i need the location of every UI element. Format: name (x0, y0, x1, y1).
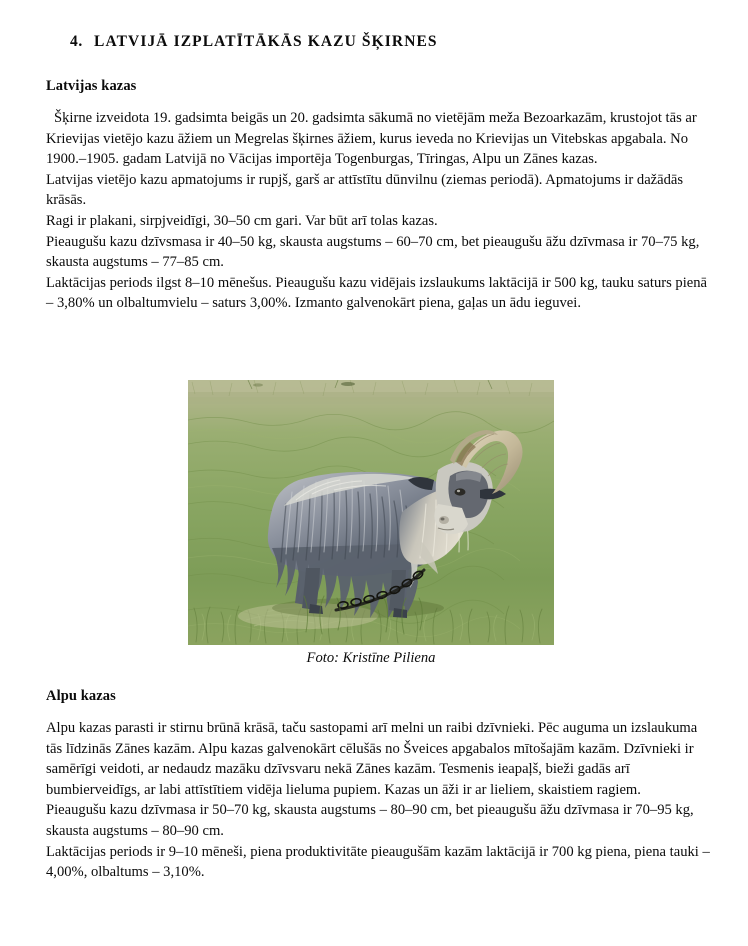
goat-photo-illustration (188, 380, 554, 645)
paragraph: Pieaugušu kazu dzīvsmasa ir 40–50 kg, skausta augstums – 60–70 cm, bet pieaugušu āžu dzīvmasa ir 70–75 kg, skausta augstums – 77–85 cm. (46, 233, 700, 271)
breed-body-latvijas-kazas (46, 108, 714, 314)
figure-caption: Foto: Kristīne Piliena (306, 650, 436, 666)
paragraph: Latvijas vietējo kazu apmatojums ir rupjš, garš ar attīstītu dūnvilnu (ziemas periodā). Apmatojums ir dažādās krāsās. (46, 171, 684, 209)
figure-goat (188, 380, 554, 645)
breed-heading-latvijas-kazas: Latvijas kazas (46, 78, 137, 94)
goat-photo (188, 380, 554, 645)
paragraph: Ragi ir plakani, sirpjveidīgi, 30–50 cm gari. Var būt arī tolas kazas. (46, 212, 438, 229)
breed-body-alpu-kazas (46, 718, 714, 883)
paragraph: Laktācijas periods ir 9–10 mēneši, piena produktivitāte pieaugušām kazām laktācijā ir 700 kg piena, piena tauki – 4,00%, olbaltums – 3,10%. (46, 843, 710, 881)
paragraph: Laktācijas periods ilgst 8–10 mēnešus. Pieaugušu kazu vidējais izslaukums laktācijā ir 500 kg, tauku saturs pienā – 3,80% un olbaltumvielu – saturs 3,00%. Izmanto galvenokārt piena, gaļas un ādu ieguvei. (46, 274, 708, 312)
paragraph: Alpu kazas parasti ir stirnu brūnā krāsā, taču sastopami arī melni un raibi dzīvnieki. Pēc auguma un izslaukuma tās līdzinās Zānes kazām. Alpu kazas galvenokārt cēlušās no Šveices apgabalos mītošajām kazām. Dzīvnieki ir samērīgi veidoti, ar nedaudz mazāku dzīvsvaru nekā Zānes kazām. Tesmenis ieapaļš, bieži gadās arī bumbierveidīgs, ar labi attīstītiem vidēja lieluma pupiem. Kazas un āži ir ar lieliem, skaistiem ragiem. (46, 720, 698, 798)
section-title-text: LATVIJĀ IZPLATĪTĀKĀS KAZU ŠĶIRNES (94, 33, 438, 50)
section-number: 4. (70, 33, 83, 50)
page-title (70, 33, 710, 51)
breed-heading-alpu-kazas: Alpu kazas (46, 688, 116, 704)
paragraph: Pieaugušu kazu dzīvmasa ir 50–70 kg, skausta augstums – 80–90 cm, bet pieaugušu āžu dzīvmasa ir 70–95 kg, skausta augstums – 80–90 cm. (46, 802, 694, 839)
paragraph: Šķirne izveidota 19. gadsimta beigās un 20. gadsimta sākumā no vietējām meža Bezoarkazām, krustojot tās ar Krievijas vietējo kazu āžiem un Megrelas šķirnes āžiem, kurus ieveda no Krievijas un Vitebskas apgabala. No 1900.–1905. gadam Latvijā no Vācijas importēja Togenburgas, Tīringas, Alpu un Zānes kazas. (46, 110, 697, 168)
